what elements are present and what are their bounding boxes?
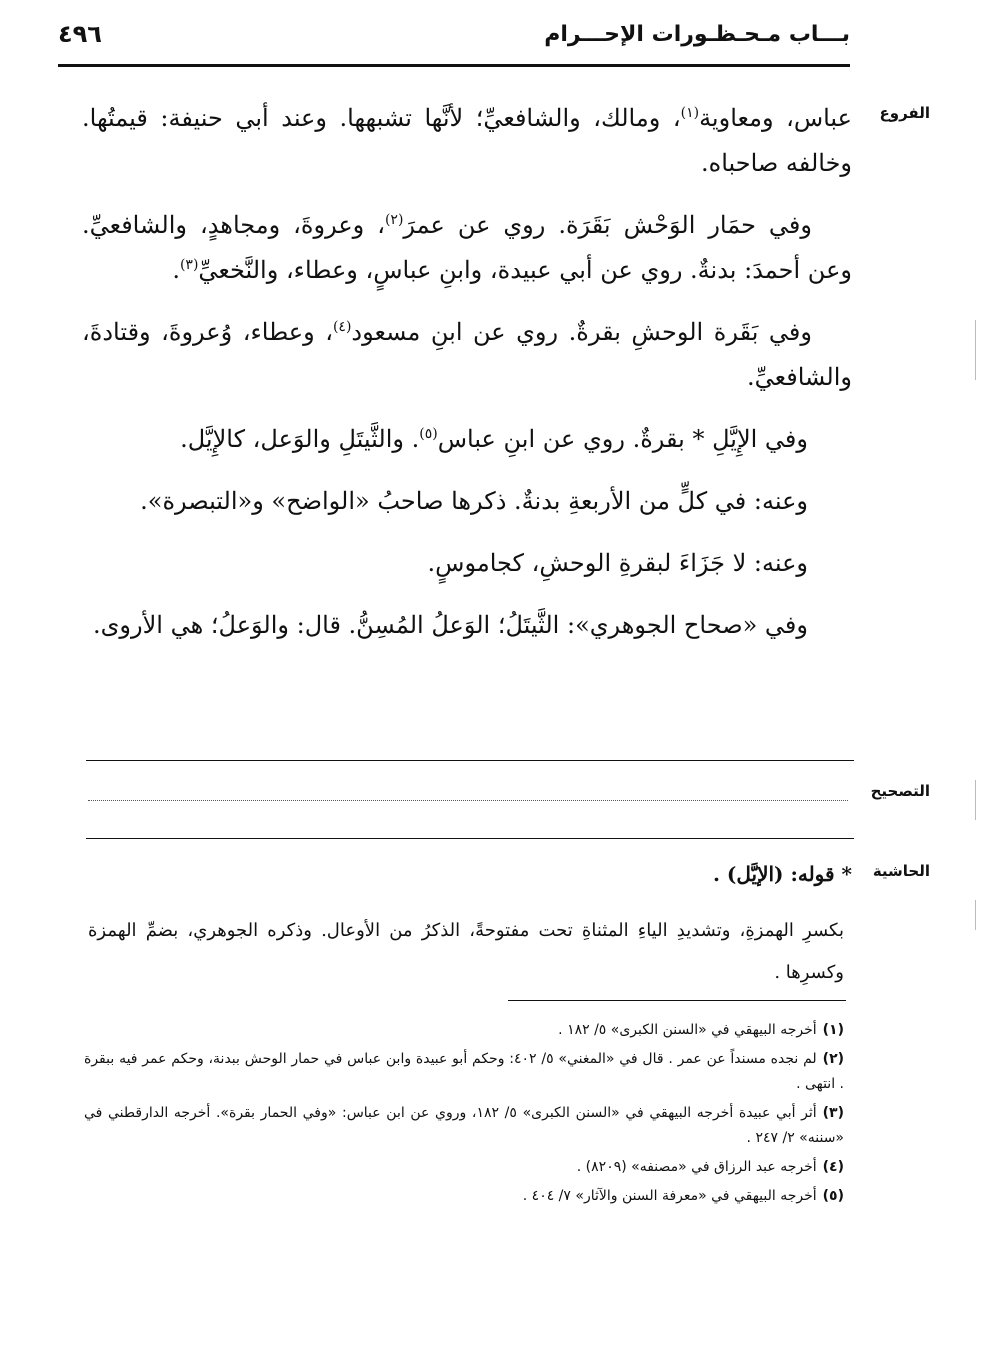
label-hashiya: الحاشية [872,862,930,880]
running-header [58,18,850,67]
label-furu: الفروع [879,104,930,122]
footnote: (٤)أخرجه عبد الرزاق في «مصنفه» (٨٢٠٩) . [576,1159,844,1175]
scan-edge-mark [975,780,976,820]
footnote-separator [508,1000,846,1001]
hashiya-body: بكسرِ الهمزةِ، وتشديدِ الياءِ المثناةِ تحت مفتوحةً، الذكرُ من الأوعال. وذكره الجوهري، بضمِّ الهمزة وكسرِها . [88,920,844,983]
footnotes [84,1018,844,1213]
chapter-title: بـــاب مـحـظـورات الإحـــرام [544,22,850,47]
paragraph: وفي بَقَرة الوحشِ بقرةٌ. روي عن ابنِ مسعود$^{(٤)}$، وعطاء، وُعروةَ، وقتادةَ، والشافعيِّ. [82,318,852,391]
paragraph: وعنه: في كلٍّ من الأربعةِ بدنةٌ. ذكرها صاحبُ «الواضح» و«التبصرة». [140,487,808,515]
footnote: (٢)لم نجده مسنداً عن عمر . قال في «المغني» ٥/ ٤٠٢: وحكم أبو عبيدة وابن عباس في حمار الوحش ببدنة، وحكم عمر فيه ببقرة . انتهى . [84,1051,845,1092]
hashiya-heading: * قوله: (الإيَّل) . [712,862,852,886]
label-tashih: التصحيح [870,782,930,800]
tashih-dotted-line [88,800,848,801]
paragraph: وفي حمَار الوَحْش بَقَرَة. روي عن عمرَ$^{(٢)}$، وعروةَ، ومجاهدٍ، والشافعيِّ. وعن أحمدَ: بدنةٌ. روي عن أبي عبيدة، وابنِ عباسٍ، وعطاء، والنَّخعيِّ$^{(٣)}$. [82,211,852,284]
paragraph: وفي الإِيَّلِ * بقرةٌ. روي عن ابنِ عباس$^{(٥)}$. والثَّيتَلِ والوَعل، كالإِيَّل. [180,425,808,453]
footnote: (٥)أخرجه البيهقي في «معرفة السنن والآثار» ٧/ ٤٠٤ . [522,1188,844,1204]
scan-edge-mark [975,900,976,930]
divider [86,838,854,839]
scan-edge-mark [975,320,976,380]
paragraph: عباس، ومعاوية$^{(١)}$، ومالك، والشافعيِّ؛ لأنَّها تشبهها. وعند أبي حنيفة: قيمتُها. وخالفه صاحباه. [82,104,852,177]
footnote: (٣)أثر أبي عبيدة أخرجه البيهقي في «السنن الكبرى» ٥/ ١٨٢، وروي عن ابن عباس: «وفي الحمار بقرة». أخرجه الدارقطني في «سننه» ٢/ ٢٤٧ . [84,1105,844,1146]
page-number: ٤٩٦ [58,20,102,48]
main-text [82,96,852,665]
footnote: (١)أخرجه البيهقي في «السنن الكبرى» ٥/ ١٨٢ . [558,1022,844,1038]
paragraph: وفي «صحاح الجوهري»: الثَّيتَلُ؛ الوَعلُ المُسِنُّ. قال: والوَعلُ؛ هي الأروى. [93,611,808,639]
divider [86,760,854,761]
paragraph: وعنه: لا جَزَاءَ لبقرةِ الوحشِ، كجاموسٍ. [427,549,808,577]
